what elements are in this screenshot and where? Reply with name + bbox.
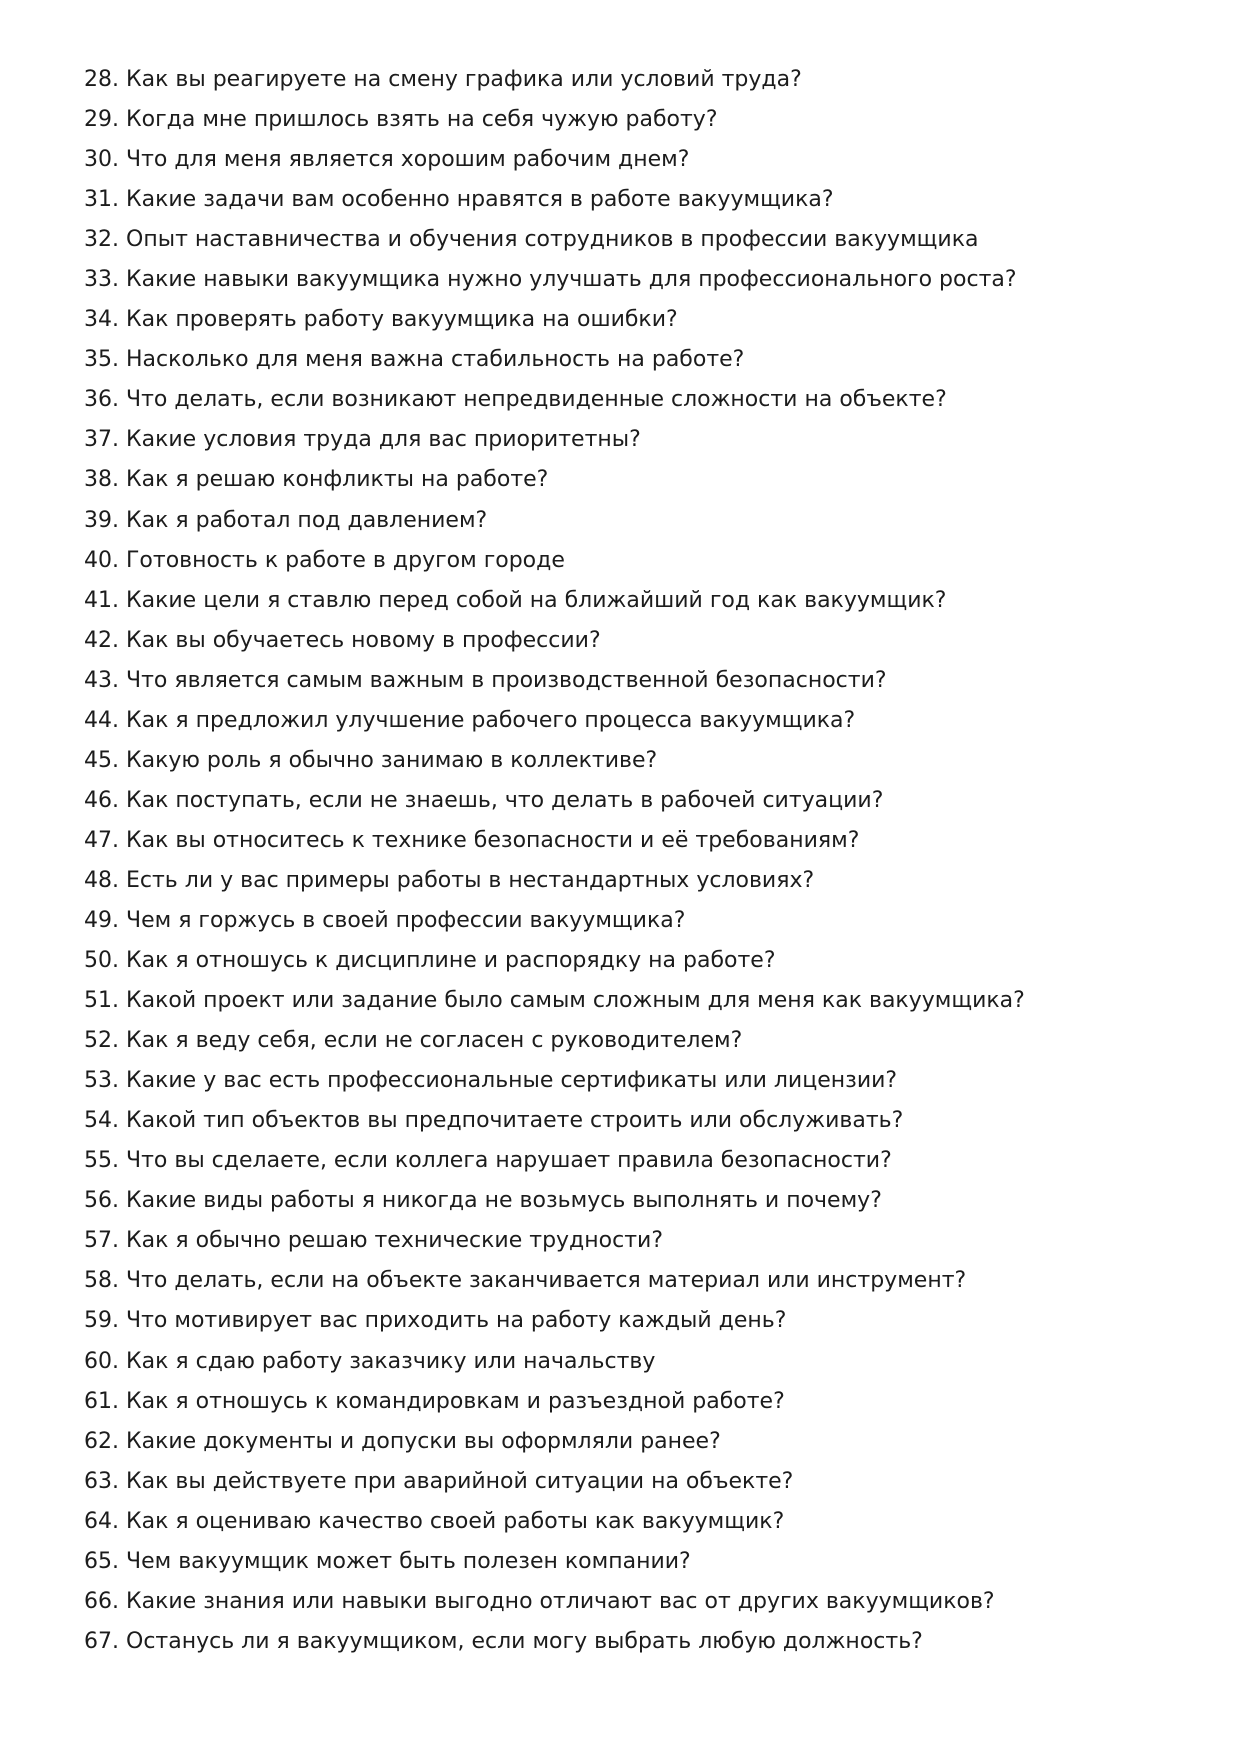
question-number: 65.	[84, 1548, 119, 1574]
question-item	[84, 1261, 1025, 1301]
question-text: Останусь ли я вакуумщиком, если могу выбрать любую должность?	[126, 1628, 923, 1654]
question-text: Как вы относитесь к технике безопасности и её требованиям?	[126, 827, 860, 853]
question-item	[84, 1101, 1025, 1141]
question-item	[84, 220, 1025, 260]
question-item	[84, 1622, 1025, 1662]
question-text: Как я оцениваю качество своей работы как вакуумщик?	[126, 1508, 785, 1534]
question-text: Как вы обучаетесь новому в профессии?	[126, 627, 601, 653]
question-item	[84, 60, 1025, 100]
question-item	[84, 420, 1025, 460]
question-text: Как я решаю конфликты на работе?	[126, 467, 549, 493]
question-item	[84, 621, 1025, 661]
question-text: Как я веду себя, если не согласен с руководителем?	[126, 1028, 743, 1054]
question-number: 35.	[84, 347, 119, 373]
question-text: Какие документы и допуски вы оформляли ранее?	[126, 1428, 721, 1454]
question-text: Опыт наставничества и обучения сотрудников в профессии вакуумщика	[126, 227, 979, 253]
question-item	[84, 300, 1025, 340]
question-text: Что для меня является хорошим рабочим днем?	[126, 147, 690, 173]
question-list	[84, 60, 1025, 1662]
question-text: Какие задачи вам особенно нравятся в работе вакуумщика?	[126, 187, 834, 213]
question-text: Как проверять работу вакуумщика на ошибки?	[126, 307, 678, 333]
question-number: 37.	[84, 427, 119, 453]
question-number: 63.	[84, 1468, 119, 1494]
question-number: 43.	[84, 667, 119, 693]
question-text: Какой проект или задание было самым сложным для меня как вакуумщика?	[126, 988, 1025, 1014]
question-text: Как вы реагируете на смену графика или условий труда?	[126, 67, 802, 92]
question-text: Что вы сделаете, если коллега нарушает правила безопасности?	[126, 1148, 892, 1174]
question-text: Какую роль я обычно занимаю в коллективе?	[126, 747, 658, 773]
question-item	[84, 661, 1025, 701]
question-number: 62.	[84, 1428, 119, 1454]
question-item	[84, 1301, 1025, 1341]
question-number: 42.	[84, 627, 119, 653]
question-number: 57.	[84, 1228, 119, 1254]
question-number: 36.	[84, 387, 119, 413]
question-text: Что делать, если возникают непредвиденные сложности на объекте?	[126, 387, 947, 413]
question-text: Насколько для меня важна стабильность на работе?	[126, 347, 745, 373]
question-number: 38.	[84, 467, 119, 493]
question-number: 54.	[84, 1108, 119, 1134]
question-number: 45.	[84, 747, 119, 773]
question-number: 58.	[84, 1268, 119, 1294]
question-number: 48.	[84, 867, 119, 893]
question-item	[84, 1542, 1025, 1582]
question-text: Как я работал под давлением?	[126, 507, 488, 533]
question-item	[84, 541, 1025, 581]
question-text: Какие условия труда для вас приоритетны?	[126, 427, 641, 453]
question-number: 67.	[84, 1628, 119, 1654]
question-item	[84, 1181, 1025, 1221]
question-number: 56.	[84, 1188, 119, 1214]
question-item	[84, 1582, 1025, 1622]
question-text: Что делать, если на объекте заканчивается материал или инструмент?	[126, 1268, 967, 1294]
question-item	[84, 180, 1025, 220]
question-item	[84, 741, 1025, 781]
question-number: 53.	[84, 1068, 119, 1094]
question-text: Чем вакуумщик может быть полезен компании?	[126, 1548, 691, 1574]
question-item	[84, 1342, 1025, 1382]
question-text: Какие виды работы я никогда не возьмусь выполнять и почему?	[126, 1188, 882, 1214]
question-number: 59.	[84, 1308, 119, 1334]
question-number: 46.	[84, 787, 119, 813]
question-item	[84, 460, 1025, 500]
question-item	[84, 1382, 1025, 1422]
question-item	[84, 1462, 1025, 1502]
question-number: 60.	[84, 1348, 119, 1374]
question-item	[84, 701, 1025, 741]
question-item	[84, 581, 1025, 621]
question-text: Как я предложил улучшение рабочего процесса вакуумщика?	[126, 707, 856, 733]
question-item	[84, 1422, 1025, 1462]
question-text: Как вы действуете при аварийной ситуации на объекте?	[126, 1468, 794, 1494]
question-text: Что мотивирует вас приходить на работу каждый день?	[126, 1308, 787, 1334]
question-text: Как поступать, если не знаешь, что делать в рабочей ситуации?	[126, 787, 884, 813]
question-number: 52.	[84, 1028, 119, 1054]
question-item	[84, 1502, 1025, 1542]
question-text: Какие у вас есть профессиональные сертификаты или лицензии?	[126, 1068, 898, 1094]
question-number: 44.	[84, 707, 119, 733]
question-number: 40.	[84, 547, 119, 573]
question-number: 34.	[84, 307, 119, 333]
question-item	[84, 1021, 1025, 1061]
question-text: Что является самым важным в производственной безопасности?	[126, 667, 887, 693]
question-item	[84, 1221, 1025, 1261]
question-item	[84, 260, 1025, 300]
question-number: 55.	[84, 1148, 119, 1174]
question-number: 61.	[84, 1388, 119, 1414]
question-item	[84, 781, 1025, 821]
question-text: Какие цели я ставлю перед собой на ближайший год как вакуумщик?	[126, 587, 947, 613]
question-item	[84, 1141, 1025, 1181]
question-number: 41.	[84, 587, 119, 613]
question-number: 30.	[84, 147, 119, 173]
question-text: Есть ли у вас примеры работы в нестандартных условиях?	[126, 867, 815, 893]
question-number: 49.	[84, 907, 119, 933]
question-text: Как я сдаю работу заказчику или начальству	[126, 1348, 656, 1374]
question-text: Как я отношусь к командировкам и разъездной работе?	[126, 1388, 785, 1414]
question-item	[84, 981, 1025, 1021]
question-item	[84, 380, 1025, 420]
question-text: Как я обычно решаю технические трудности?	[126, 1228, 664, 1254]
question-item	[84, 1061, 1025, 1101]
question-number: 64.	[84, 1508, 119, 1534]
question-text: Какие знания или навыки выгодно отличают вас от других вакуумщиков?	[126, 1588, 995, 1614]
question-item	[84, 340, 1025, 380]
question-number: 51.	[84, 988, 119, 1014]
question-number: 33.	[84, 267, 119, 293]
question-number: 47.	[84, 827, 119, 853]
question-item	[84, 100, 1025, 140]
question-item	[84, 861, 1025, 901]
question-number: 31.	[84, 187, 119, 213]
question-text: Готовность к работе в другом городе	[126, 547, 565, 573]
question-text: Какие навыки вакуумщика нужно улучшать для профессионального роста?	[126, 267, 1017, 293]
question-number: 32.	[84, 227, 119, 253]
question-text: Когда мне пришлось взять на себя чужую работу?	[126, 107, 718, 133]
question-text: Как я отношусь к дисциплине и распорядку на работе?	[126, 948, 776, 974]
question-number: 28.	[84, 67, 119, 92]
question-item	[84, 140, 1025, 180]
question-item	[84, 941, 1025, 981]
question-number: 66.	[84, 1588, 119, 1614]
question-text: Чем я горжусь в своей профессии вакуумщика?	[126, 907, 686, 933]
question-item	[84, 821, 1025, 861]
question-number: 39.	[84, 507, 119, 533]
question-item	[84, 901, 1025, 941]
question-item	[84, 501, 1025, 541]
question-text: Какой тип объектов вы предпочитаете строить или обслуживать?	[126, 1108, 904, 1134]
question-number: 50.	[84, 948, 119, 974]
question-number: 29.	[84, 107, 119, 133]
